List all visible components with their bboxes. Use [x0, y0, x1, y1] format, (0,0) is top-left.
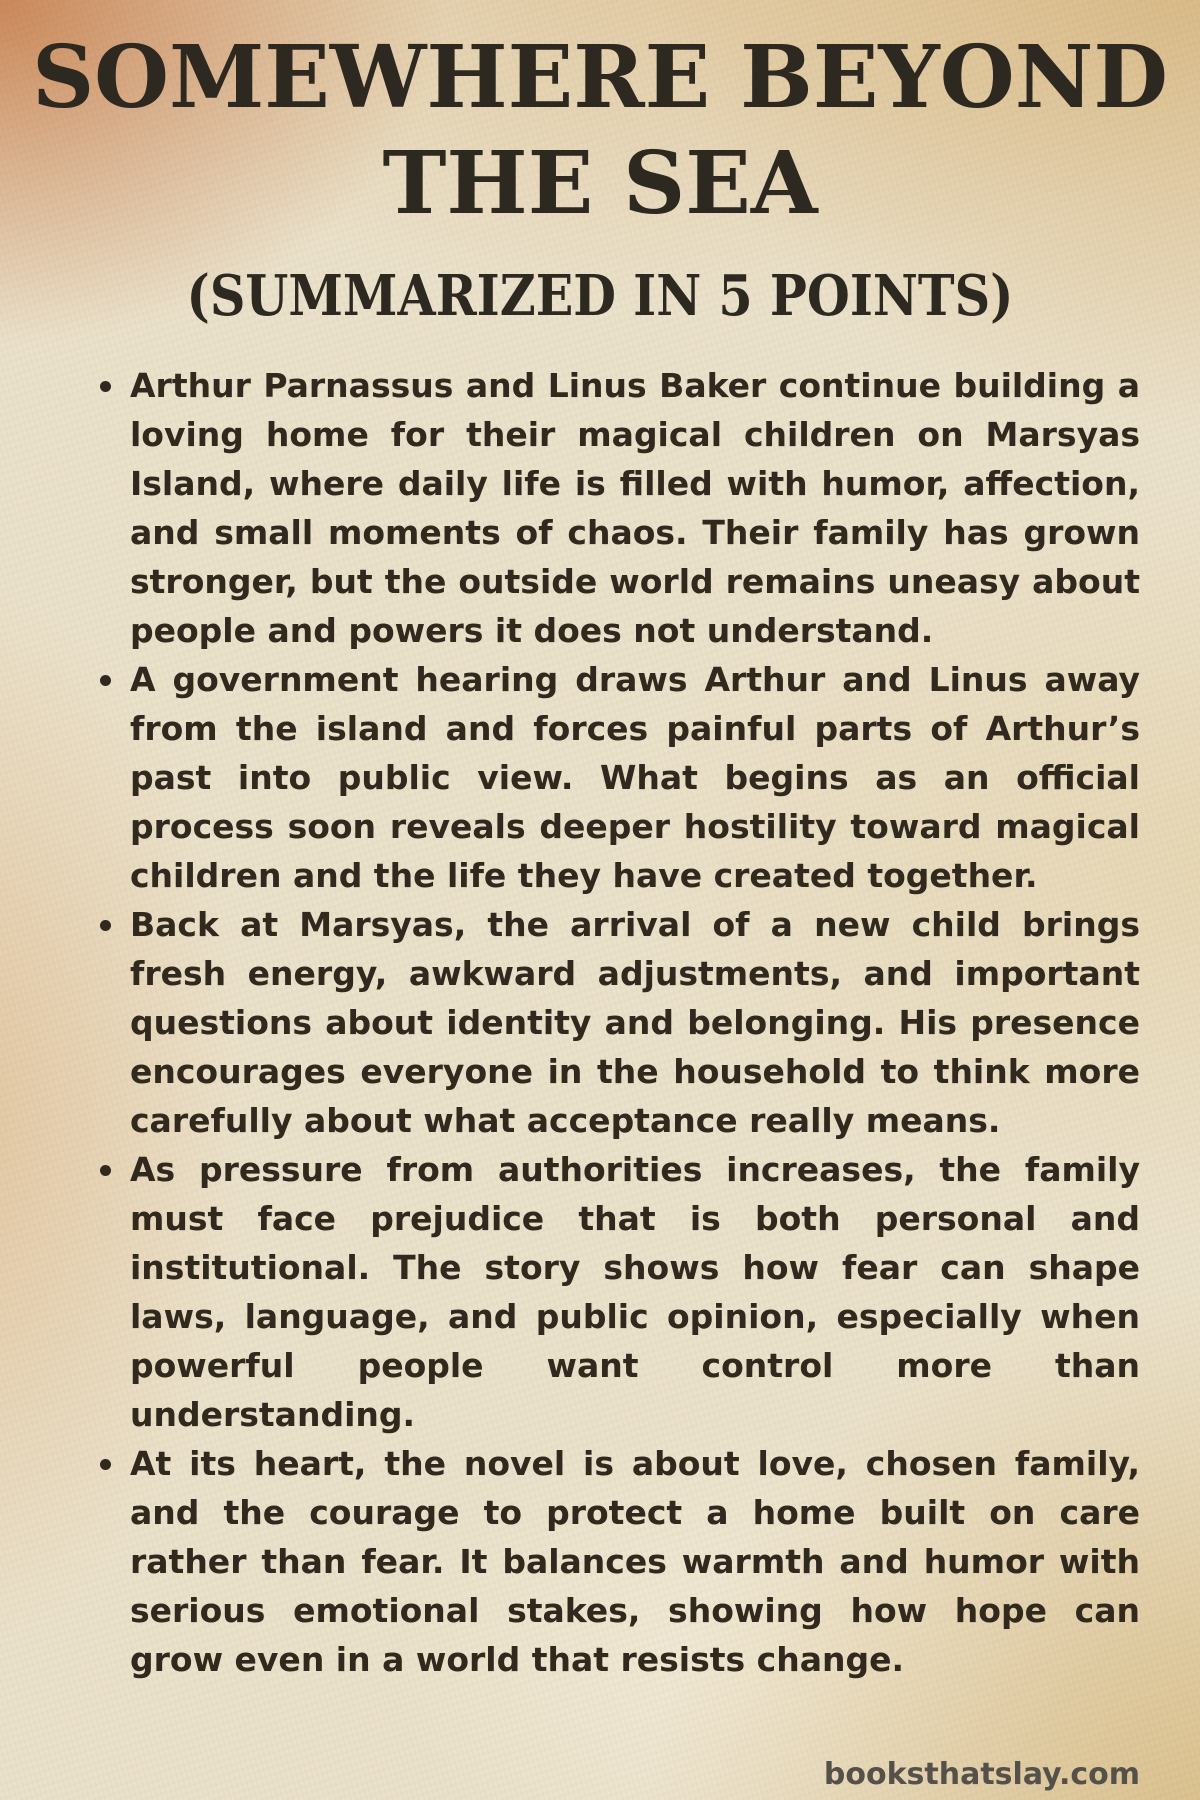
- site-watermark: booksthatslay.com: [823, 1757, 1140, 1792]
- book-title: [0, 0, 1200, 237]
- summary-point-3: Back at Marsyas, the arrival of a new child brings fresh energy, awkward adjustments, and important questions about identity and belonging. His presence encourages everyone in the household to think more carefully about what acceptance really means.: [70, 900, 1140, 1145]
- summary-point-5: At its heart, the novel is about love, chosen family, and the courage to protect a home built on care rather than fear. It balances warmth and humor with serious emotional stakes, showing how hope can grow even in a world that resists change.: [70, 1439, 1140, 1684]
- summary-point-4: As pressure from authorities increases, the family must face prejudice that is both personal and institutional. The story shows how fear can shape laws, language, and public opinion, especially when powerful people want control more than understanding.: [70, 1145, 1140, 1439]
- poster-subtitle: (SUMMARIZED IN 5 POINTS): [186, 263, 1014, 329]
- summary-point-1: Arthur Parnassus and Linus Baker continue building a loving home for their magical children on Marsyas Island, where daily life is filled with humor, affection, and small moments of chaos. Their family has grown stronger, but the outside world remains uneasy about people and powers it does not understand.: [70, 361, 1140, 655]
- summary-points-list: [70, 361, 1140, 1684]
- book-title-line2: THE SEA: [382, 133, 818, 234]
- poster-header: [0, 0, 1200, 331]
- summary-point-2: A government hearing draws Arthur and Linus away from the island and forces painful parts of Arthur’s past into public view. What begins as an official process soon reveals deeper hostility toward magical children and the life they have created together.: [70, 655, 1140, 900]
- book-title-line1: SOMEWHERE BEYOND: [32, 27, 1168, 128]
